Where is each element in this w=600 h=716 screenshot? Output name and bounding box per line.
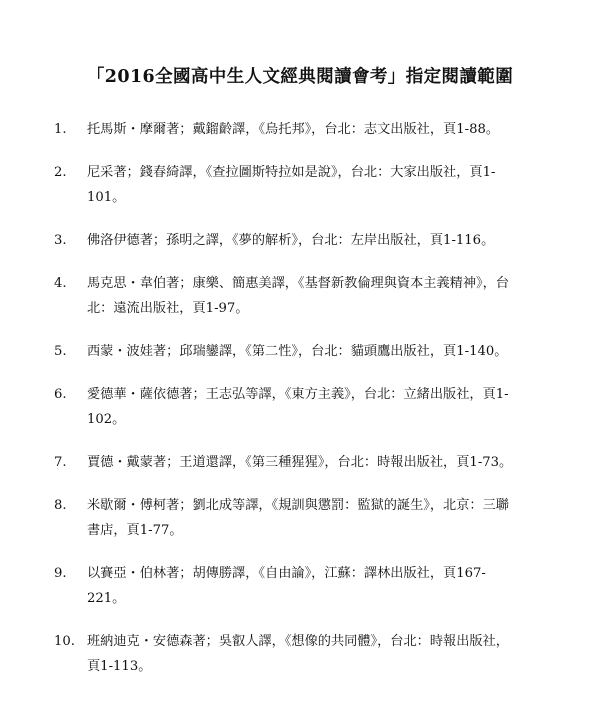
item-number: 8.: [54, 498, 67, 513]
item-text: 佛洛伊德著；孫明之譯，《夢的解析》，台北：左岸出版社，頁1-116。: [87, 233, 495, 248]
list-item: [0, 382, 600, 432]
list-item: [0, 629, 600, 679]
list-item: [0, 450, 600, 475]
item-text: 托馬斯・摩爾著；戴鎦齡譯，《烏托邦》，台北：志文出版社，頁1-88。: [87, 122, 500, 137]
item-number: 9.: [54, 566, 67, 581]
reading-list: [0, 117, 600, 697]
item-number: 10.: [54, 634, 75, 649]
item-text: 尼采著；錢春綺譯，《查拉圖斯特拉如是說》，台北：大家出版社，頁1- 101。: [87, 165, 496, 205]
list-item: [0, 271, 600, 321]
item-number: 5.: [54, 344, 67, 359]
list-item: [0, 561, 600, 611]
item-number: 1.: [54, 122, 67, 137]
item-text: 愛德華・薩依德著；王志弘等譯，《東方主義》，台北：立緒出版社，頁1- 102。: [87, 387, 509, 427]
item-text: 班納迪克・安德森著；吳叡人譯，《想像的共同體》，台北：時報出版社， 頁1-113。: [87, 634, 509, 674]
list-item: [0, 493, 600, 543]
page-title: 「2016全國高中生人文經典閱讀會考」指定閱讀範圍: [86, 67, 514, 87]
item-number: 3.: [54, 233, 67, 248]
item-number: 2.: [54, 165, 67, 180]
list-item: [0, 160, 600, 210]
item-text: 以賽亞・伯林著；胡傳勝譯，《自由論》，江蘇：譯林出版社，頁167- 221。: [87, 566, 486, 606]
item-text: 賈德・戴蒙著；王道還譯，《第三種猩猩》，台北：時報出版社，頁1-73。: [87, 455, 513, 470]
item-text: 西蒙・波娃著；邱瑞鑾譯，《第二性》，台北：貓頭鷹出版社，頁1-140。: [87, 344, 508, 359]
list-item: [0, 339, 600, 364]
item-number: 6.: [54, 387, 67, 402]
list-item: [0, 117, 600, 142]
list-item: [0, 228, 600, 253]
item-number: 7.: [54, 455, 67, 470]
item-number: 4.: [54, 276, 67, 291]
item-text: 米歇爾・傅柯著；劉北成等譯，《規訓與懲罰：監獄的誕生》，北京：三聯 書店，頁1-77。: [87, 498, 509, 538]
item-text: 馬克思・韋伯著；康樂、簡惠美譯，《基督新教倫理與資本主義精神》，台 北：遠流出版社，頁1-97。: [87, 276, 509, 316]
